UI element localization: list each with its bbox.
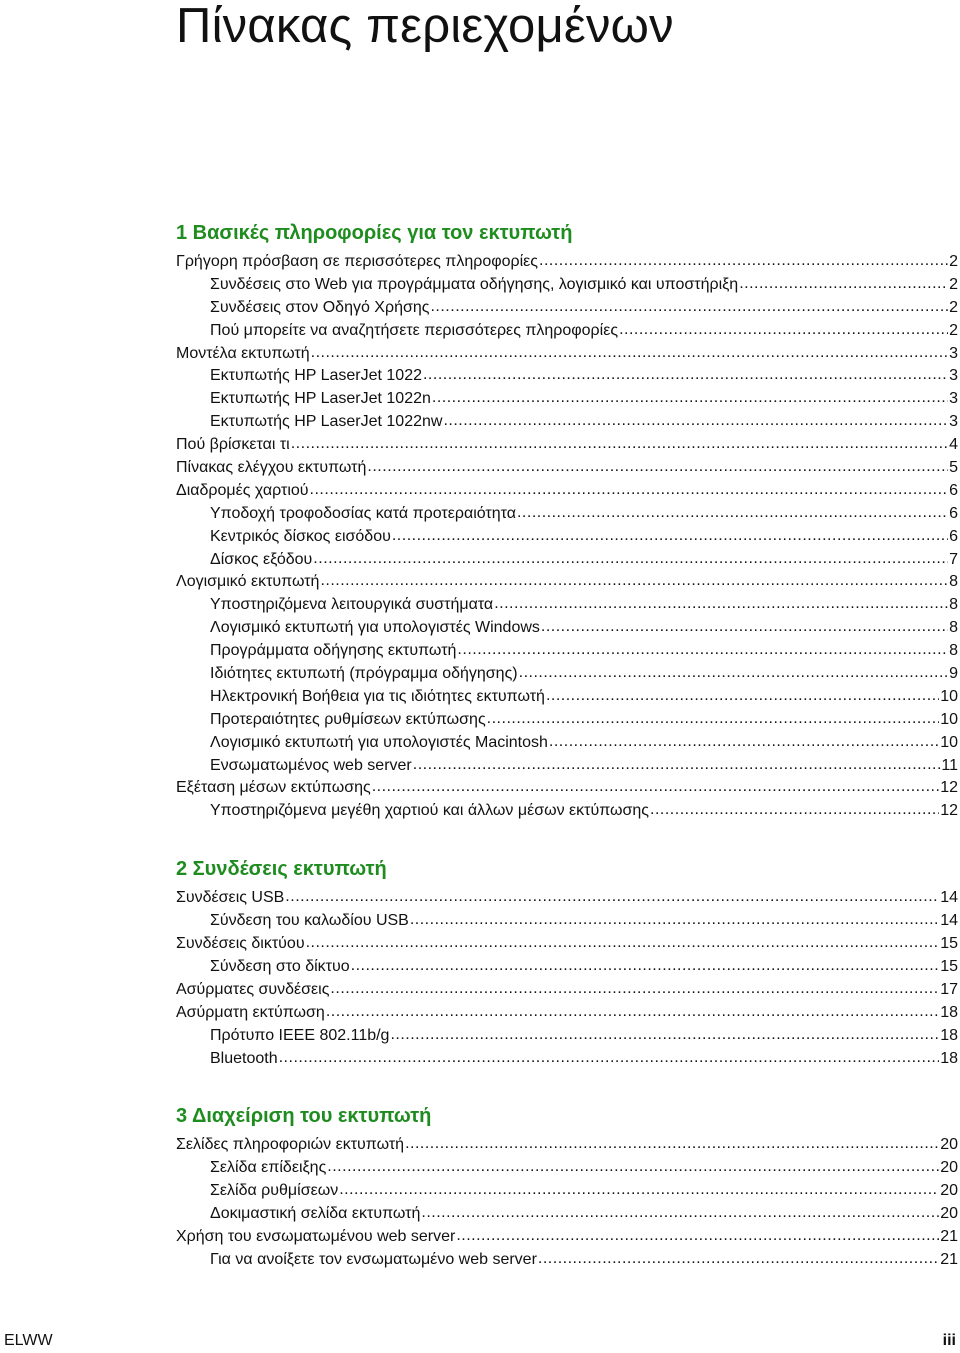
toc-page-number: 7	[949, 550, 958, 568]
toc-subentry[interactable]	[176, 320, 958, 343]
toc-entry-label: Bluetooth	[210, 1049, 278, 1067]
toc-chapter	[176, 215, 958, 823]
dot-leader	[285, 886, 939, 909]
toc-entry-label: Λογισμικό εκτυπωτή	[176, 573, 320, 591]
toc-page-number: 12	[940, 802, 958, 820]
toc-page-number: 15	[940, 957, 958, 975]
dot-leader	[541, 616, 948, 639]
dot-leader	[739, 273, 948, 296]
toc-subentry[interactable]	[176, 686, 958, 709]
dot-leader	[421, 1202, 939, 1225]
toc-entry-label: Δίσκος εξόδου	[210, 550, 313, 568]
toc-entry-label: Για να ανοίξετε τον ενσωματωμένο web server	[210, 1250, 537, 1268]
toc-page-number: 6	[949, 504, 958, 522]
footer-document-code: ELWW	[4, 1332, 53, 1349]
toc-page-number: 10	[940, 687, 958, 705]
dot-leader	[619, 319, 948, 342]
toc-subentry[interactable]	[176, 1249, 958, 1272]
chapter-heading-link[interactable]: 2 Συνδέσεις εκτυπωτή	[176, 858, 387, 881]
dot-leader	[291, 433, 948, 456]
toc-entry-label: Εξέταση μέσων εκτύπωσης	[176, 779, 371, 797]
toc-page-number: 14	[940, 889, 958, 907]
toc-subentry[interactable]	[176, 709, 958, 732]
toc-subentry[interactable]	[176, 503, 958, 526]
toc-entry-label: Σύνδεση του καλωδίου USB	[210, 912, 409, 930]
dot-leader	[313, 548, 948, 571]
dot-leader	[423, 364, 948, 387]
toc-page-number: 21	[940, 1227, 958, 1245]
toc-page-number: 18	[940, 1049, 958, 1067]
dot-leader	[351, 955, 940, 978]
dot-leader	[310, 479, 949, 502]
toc-entry-label: Πού βρίσκεται τι	[176, 436, 290, 454]
toc-entry-label: Ασύρματη εκτύπωση	[176, 1003, 325, 1021]
toc-subentry[interactable]	[176, 274, 958, 297]
toc-entry-label: Σύνδεση στο δίκτυο	[210, 957, 350, 975]
dot-leader	[546, 685, 939, 708]
toc-page-number: 18	[940, 1026, 958, 1044]
dot-leader	[519, 662, 948, 685]
toc-page-number: 6	[949, 527, 958, 545]
toc-entry[interactable]	[176, 1002, 958, 1025]
dot-leader	[549, 731, 939, 754]
dot-leader	[487, 708, 940, 731]
toc-entry-label: Υποδοχή τροφοδοσίας κατά προτεραιότητα	[210, 504, 516, 522]
toc-entry-label: Ιδιότητες εκτυπωτή (πρόγραμμα οδήγησης)	[210, 665, 518, 683]
toc-page-number: 12	[940, 779, 958, 797]
toc-entry-label: Συνδέσεις USB	[176, 889, 285, 907]
toc-entry-label: Συνδέσεις δικτύου	[176, 935, 305, 953]
toc-page-number: 4	[949, 436, 958, 454]
toc-subentry[interactable]	[176, 1048, 958, 1071]
chapter-spacer	[176, 823, 958, 851]
dot-leader	[430, 296, 948, 319]
toc-page-number: 2	[949, 321, 958, 339]
toc-entry[interactable]	[176, 1226, 958, 1249]
toc-entry-label: Λογισμικό εκτυπωτή για υπολογιστές Macintosh	[210, 733, 548, 751]
dot-leader	[367, 456, 948, 479]
toc-page-number: 2	[949, 253, 958, 270]
toc-entry-label: Συνδέσεις στο Web για προγράμματα οδήγησης, λογισμικό και υποστήριξη	[210, 275, 739, 293]
toc-entry-label: Πίνακας ελέγχου εκτυπωτή	[176, 459, 367, 477]
toc-entry[interactable]	[176, 979, 958, 1002]
toc-subentry[interactable]	[176, 956, 958, 979]
toc-chapter	[176, 1098, 958, 1271]
toc-subentry[interactable]	[176, 910, 958, 933]
toc-page-number: 3	[949, 413, 958, 431]
toc-page-number: 14	[940, 912, 958, 930]
toc-entry-label: Γρήγορη πρόσβαση σε περισσότερες πληροφορίες	[176, 253, 538, 270]
toc-entry-label: Εκτυπωτής HP LaserJet 1022nw	[210, 413, 443, 431]
toc-subentry[interactable]	[176, 411, 958, 434]
toc-entry[interactable]	[176, 251, 958, 274]
toc-subentry[interactable]	[176, 755, 958, 778]
dot-leader	[320, 570, 948, 593]
toc-page-number: 2	[949, 298, 958, 316]
toc-page-number: 17	[940, 980, 958, 998]
toc-entry-label: Ασύρματες συνδέσεις	[176, 980, 330, 998]
toc-subentry[interactable]	[176, 1203, 958, 1226]
dot-leader	[372, 776, 940, 799]
toc-subentry[interactable]	[176, 617, 958, 640]
toc-entry-label: Ηλεκτρονική Βοήθεια για τις ιδιότητες εκτυπωτή	[210, 687, 545, 705]
toc-page-number: 8	[949, 619, 958, 637]
toc-subentry[interactable]	[176, 800, 958, 823]
toc-page-number: 8	[949, 642, 958, 660]
toc-entry-label: Προτεραιότητες ρυθμίσεων εκτύπωσης	[210, 710, 486, 728]
toc-page-number: 20	[940, 1182, 958, 1200]
toc-subentry[interactable]	[176, 1025, 958, 1048]
toc-page-number: 8	[949, 573, 958, 591]
toc-page-number: 6	[949, 481, 958, 499]
toc-entry[interactable]	[176, 887, 958, 910]
toc-page-number: 18	[940, 1003, 958, 1021]
page-title: Πίνακας περιεχομένων	[176, 0, 674, 53]
footer-page-number: iii	[942, 1332, 956, 1349]
toc-entry[interactable]	[176, 480, 958, 503]
toc-subentry[interactable]	[176, 549, 958, 572]
toc-page-number: 2	[949, 275, 958, 293]
toc-entry-label: Προγράμματα οδήγησης εκτυπωτή	[210, 642, 457, 660]
toc-entry-label: Λογισμικό εκτυπωτή για υπολογιστές Windows	[210, 619, 540, 637]
toc-page-number: 21	[940, 1250, 958, 1268]
dot-leader	[326, 1001, 939, 1024]
dot-leader	[538, 1248, 939, 1271]
toc-subentry[interactable]	[176, 1157, 958, 1180]
dot-leader	[392, 525, 948, 548]
dot-leader	[443, 410, 948, 433]
toc-entry[interactable]	[176, 571, 958, 594]
toc-entry-label: Εκτυπωτής HP LaserJet 1022n	[210, 390, 431, 408]
toc-entry[interactable]	[176, 777, 958, 800]
toc-entry-label: Υποστηριζόμενα λειτουργικά συστήματα	[210, 596, 494, 614]
toc-page-number: 10	[940, 733, 958, 751]
toc-entry[interactable]	[176, 343, 958, 366]
toc-entry-label: Χρήση του ενσωματωμένου web server	[176, 1227, 456, 1245]
toc-entry-label: Συνδέσεις στον Οδηγό Χρήσης	[210, 298, 430, 316]
dot-leader	[517, 502, 948, 525]
toc-subentry[interactable]	[176, 1180, 958, 1203]
toc-entry[interactable]	[176, 457, 958, 480]
toc-page-number: 20	[940, 1136, 958, 1154]
dot-leader	[410, 909, 939, 932]
toc-page-number: 15	[940, 935, 958, 953]
dot-leader	[279, 1047, 940, 1070]
dot-leader	[330, 978, 939, 1001]
toc-entry-label: Σελίδα επίδειξης	[210, 1159, 327, 1177]
toc-entry-label: Πρότυπο IEEE 802.11b/g	[210, 1026, 390, 1044]
toc-subentry[interactable]	[176, 388, 958, 411]
chapter-spacer	[176, 1070, 958, 1098]
toc-page-number: 9	[949, 665, 958, 683]
toc-chapter	[176, 851, 958, 1070]
toc-subentry[interactable]	[176, 365, 958, 388]
toc-entry-label: Μοντέλα εκτυπωτή	[176, 344, 310, 362]
dot-leader	[494, 593, 948, 616]
toc-page-number: 10	[940, 710, 958, 728]
toc-subentry[interactable]	[176, 732, 958, 755]
dot-leader	[432, 387, 948, 410]
toc-entry[interactable]	[176, 434, 958, 457]
dot-leader	[311, 342, 948, 365]
dot-leader	[327, 1156, 939, 1179]
toc-page-number: 3	[949, 344, 958, 362]
toc-subentry[interactable]	[176, 297, 958, 320]
dot-leader	[405, 1133, 939, 1156]
dot-leader	[650, 799, 939, 822]
toc-entry-label: Πού μπορείτε να αναζητήσετε περισσότερες πληροφορίες	[210, 321, 619, 339]
toc-entry-label: Σελίδα ρυθμίσεων	[210, 1182, 339, 1200]
toc-subentry[interactable]	[176, 594, 958, 617]
toc-page-number: 5	[949, 459, 958, 477]
dot-leader	[390, 1024, 939, 1047]
dot-leader	[457, 639, 948, 662]
dot-leader	[306, 932, 940, 955]
toc-entry-label: Ενσωματωμένος web server	[210, 756, 412, 774]
toc-page-number: 11	[941, 756, 958, 774]
toc-entry[interactable]	[176, 1134, 958, 1157]
dot-leader	[456, 1225, 939, 1248]
toc-page-number: 3	[949, 367, 958, 385]
toc-page-number: 20	[940, 1205, 958, 1223]
dot-leader	[339, 1179, 939, 1202]
toc-page-number: 20	[940, 1159, 958, 1177]
toc-entry-label: Υποστηριζόμενα μεγέθη χαρτιού και άλλων μέσων εκτύπωσης	[210, 802, 650, 820]
toc-subentry[interactable]	[176, 663, 958, 686]
toc-subentry[interactable]	[176, 526, 958, 549]
chapter-heading-link[interactable]: 1 Βασικές πληροφορίες για τον εκτυπωτή	[176, 222, 573, 244]
toc-entry-label: Σελίδες πληροφοριών εκτυπωτή	[176, 1136, 405, 1154]
dot-leader	[539, 250, 948, 273]
toc-entry-label: Δοκιμαστική σελίδα εκτυπωτή	[210, 1205, 421, 1223]
table-of-contents	[176, 215, 958, 1272]
dot-leader	[413, 754, 941, 777]
toc-entry-label: Διαδρομές χαρτιού	[176, 481, 309, 499]
toc-page-number: 3	[949, 390, 958, 408]
toc-page-number: 8	[949, 596, 958, 614]
chapter-heading-link[interactable]: 3 Διαχείριση του εκτυπωτή	[176, 1105, 432, 1128]
toc-subentry[interactable]	[176, 640, 958, 663]
toc-entry-label: Κεντρικός δίσκος εισόδου	[210, 527, 391, 545]
toc-entry[interactable]	[176, 933, 958, 956]
toc-entry-label: Εκτυπωτής HP LaserJet 1022	[210, 367, 422, 385]
